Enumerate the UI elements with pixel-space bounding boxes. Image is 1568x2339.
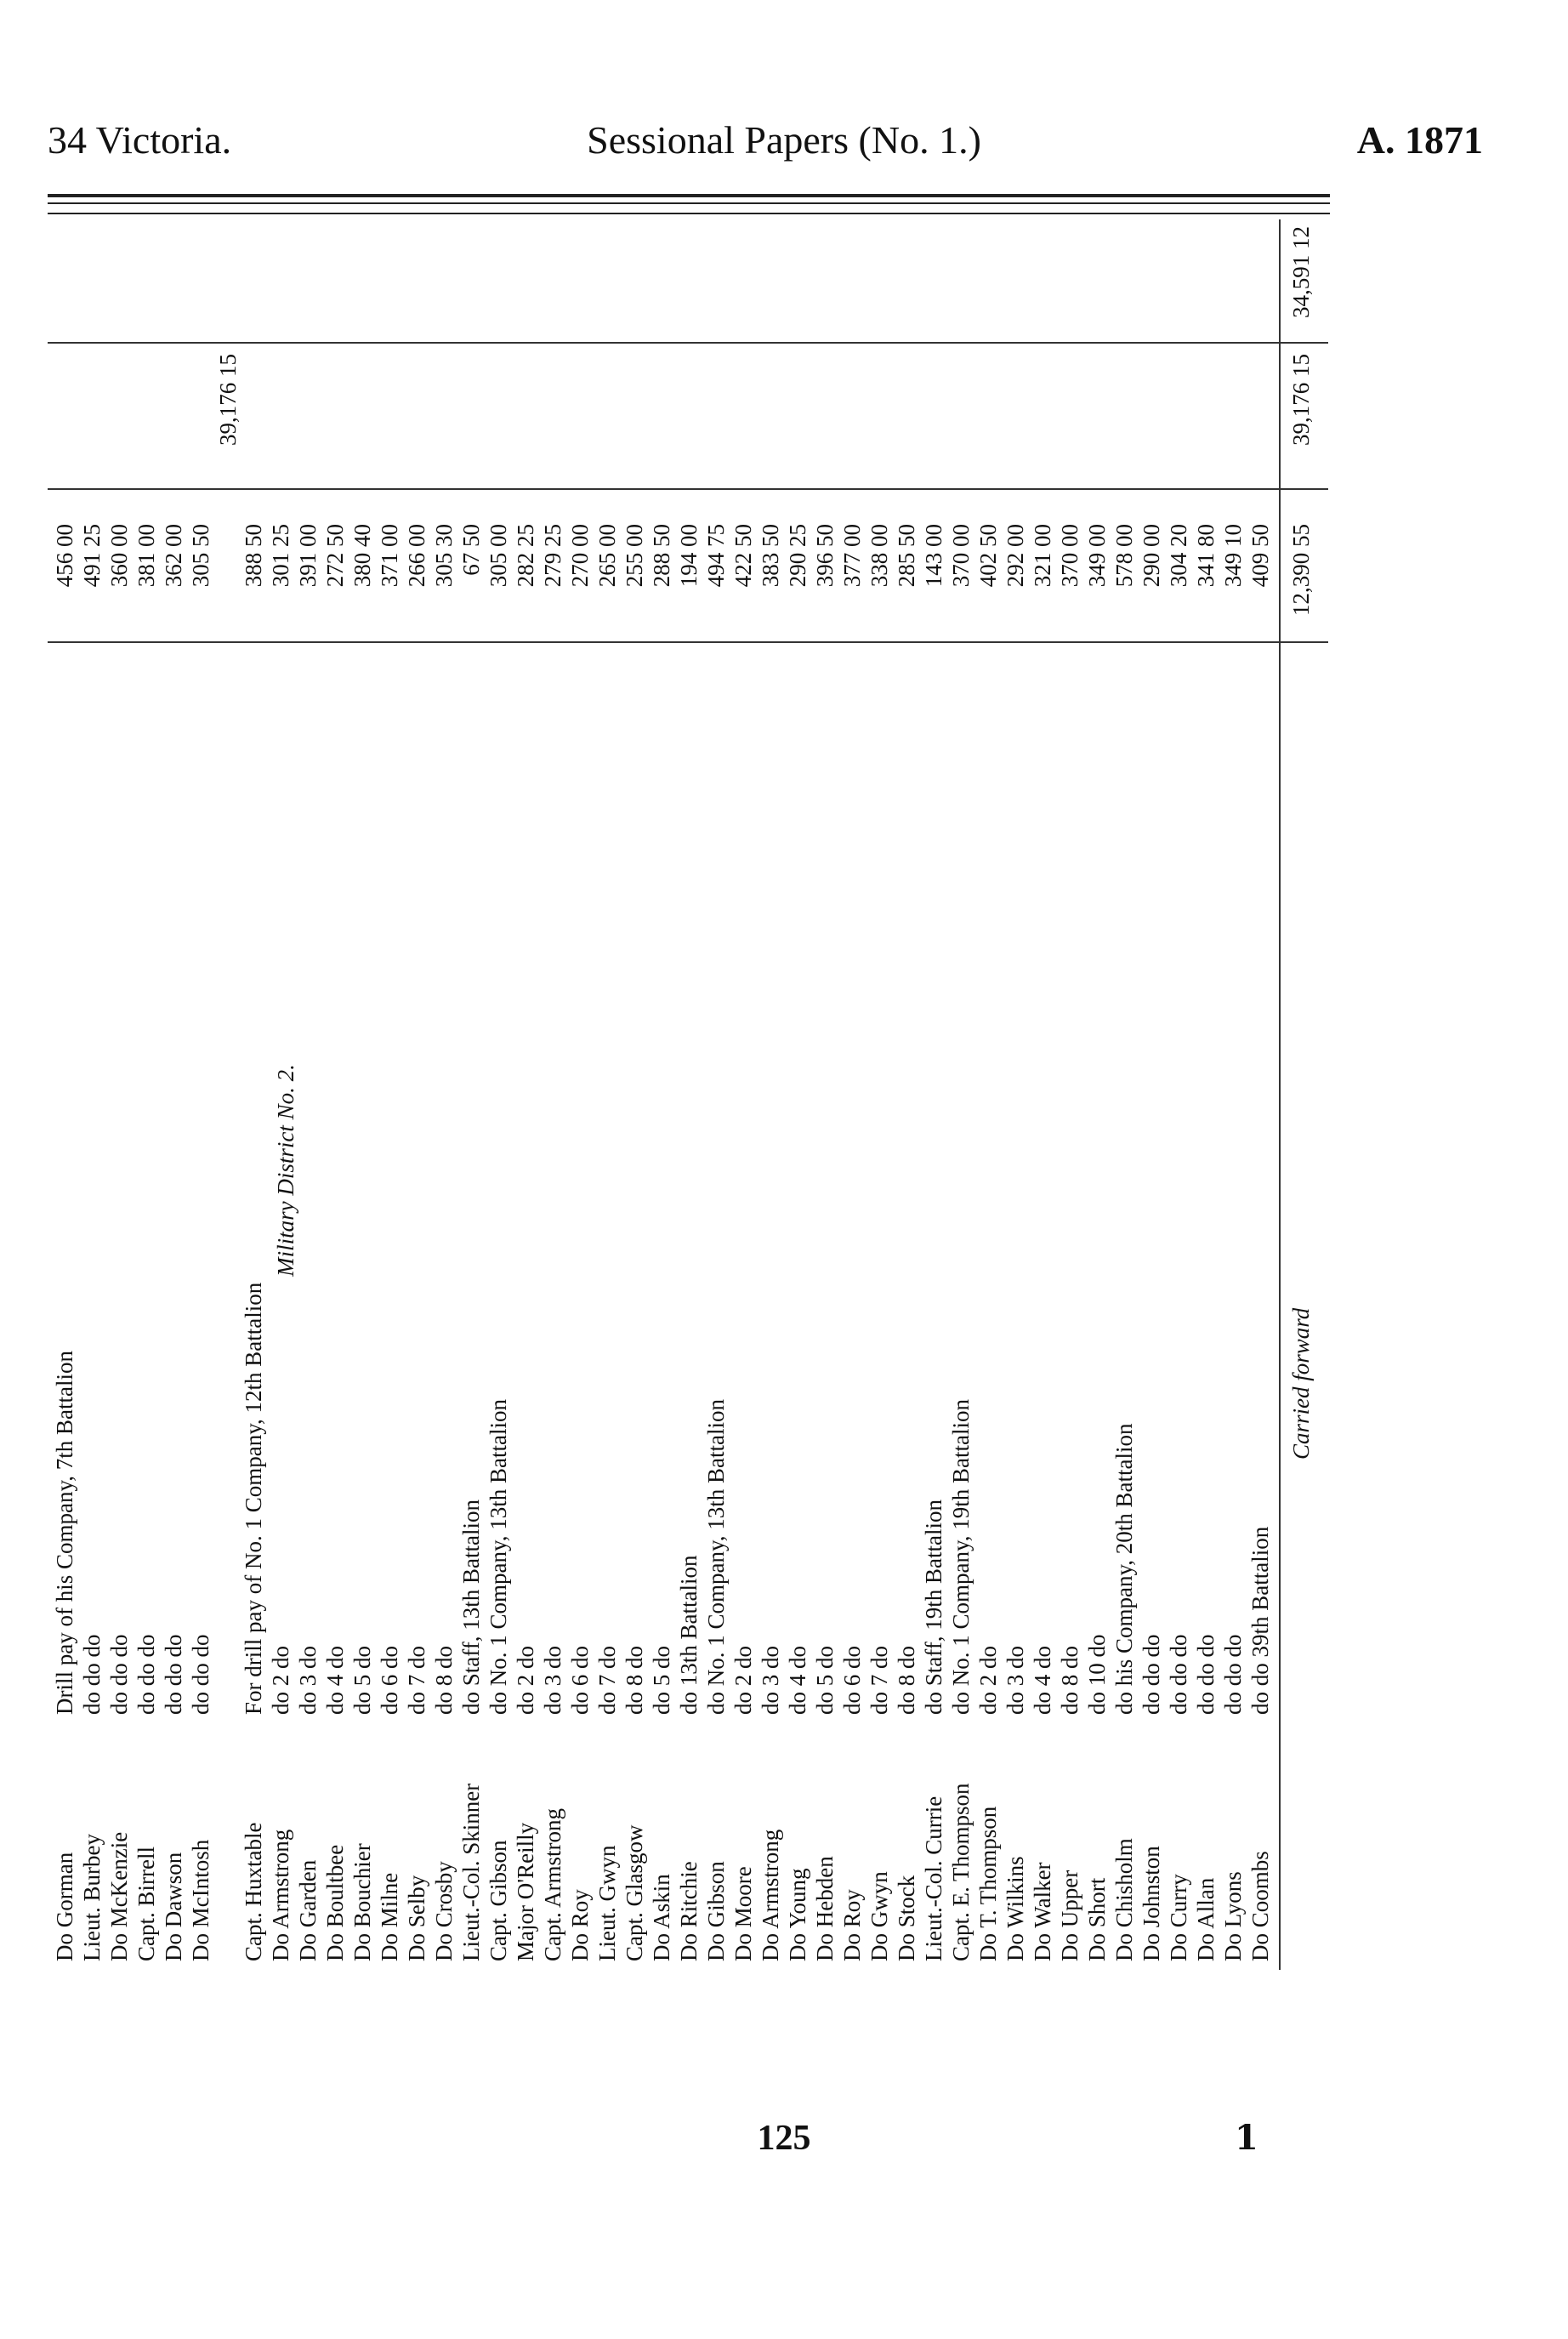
officer-name: Do Chisholm [1111, 1838, 1137, 1961]
pay-description: do 8 do [622, 1646, 647, 1715]
pay-description: do do do [1166, 1634, 1191, 1715]
pay-amount: 282 25 [513, 524, 538, 588]
pay-description: do Staff, 19th Battalion [921, 1500, 946, 1715]
officer-name: Do Bouchier [349, 1843, 375, 1961]
table-row [787, 219, 808, 1970]
drill-pay-table [48, 219, 1328, 1970]
table-row [948, 219, 974, 1970]
table-row [594, 219, 620, 1970]
pay-description: do 4 do [322, 1646, 348, 1715]
pay-description: For drill pay of No. 1 Company, 12th Battalion [241, 1282, 266, 1715]
table-row [54, 219, 75, 1970]
officer-name: Do Hebden [812, 1856, 838, 1961]
pay-description: do 8 do [1057, 1646, 1082, 1715]
officer-name: Do Askin [649, 1874, 674, 1961]
pay-description: do 5 do [649, 1646, 674, 1715]
pay-amount: 266 00 [404, 524, 429, 588]
pay-amount: 370 00 [1057, 524, 1082, 588]
pay-description: do Staff, 13th Battalion [458, 1500, 484, 1715]
table-row [1220, 219, 1246, 1970]
table-row [1168, 219, 1189, 1970]
pay-description: do 6 do [567, 1646, 593, 1715]
pay-amount: 143 00 [921, 524, 946, 588]
table-row [1193, 219, 1219, 1970]
pay-description: Drill pay of his Company, 7th Battalion [52, 1351, 77, 1715]
pay-amount: 360 00 [106, 524, 132, 588]
officer-name: Do Wilkins [1003, 1856, 1028, 1961]
officer-name: Do Short [1084, 1877, 1110, 1961]
officer-name: Do Ritchie [676, 1861, 702, 1961]
pay-description: do do do [79, 1634, 105, 1715]
pay-amount: 321 00 [1030, 524, 1055, 588]
officer-name: Do McKenzie [106, 1831, 132, 1961]
officer-name: Capt. Glasgow [622, 1824, 647, 1961]
pay-description: do 8 do [431, 1646, 457, 1715]
table-row [730, 219, 756, 1970]
totals-total: 34,591 12 [1288, 226, 1314, 318]
pay-description: do do do [1139, 1634, 1164, 1715]
pay-description: do No. 1 Company, 13th Battalion [486, 1399, 511, 1715]
table-row [270, 219, 291, 1970]
officer-name: Do Gibson [703, 1861, 729, 1961]
year-label: A. 1871 [1356, 118, 1483, 162]
pay-amount: 380 40 [349, 524, 375, 588]
pay-description: do 5 do [349, 1646, 375, 1715]
table-row [79, 219, 105, 1970]
officer-name: Do McIntosh [188, 1839, 213, 1961]
table-row [190, 219, 211, 1970]
table-row [676, 219, 702, 1970]
rotated-table-container [48, 219, 1328, 1970]
pay-amount: 381 00 [134, 524, 159, 588]
margin-mark: 1 [1235, 2118, 1258, 2158]
totals-amount: 12,390 55 [1288, 524, 1314, 616]
pay-description: do do do [106, 1634, 132, 1715]
officer-name: Capt. E. Thompson [948, 1783, 974, 1961]
pay-amount: 377 00 [839, 524, 865, 588]
pay-amount: 422 50 [730, 524, 756, 588]
district-heading: Military District No. 2. [273, 1064, 298, 1277]
officer-name: Do Selby [404, 1875, 429, 1961]
pay-description: do 3 do [1003, 1646, 1028, 1715]
pay-description: do his Company, 20th Battalion [1111, 1423, 1137, 1715]
pay-amount: 301 25 [268, 524, 293, 588]
pay-description: do No. 1 Company, 13th Battalion [703, 1399, 729, 1715]
table-row [134, 219, 159, 1970]
pay-amount: 265 00 [594, 524, 620, 588]
session-label: 34 Victoria. [48, 118, 232, 162]
officer-name: Capt. Huxtable [241, 1822, 266, 1961]
top-subtotal-row [215, 219, 241, 1970]
table-row [567, 219, 593, 1970]
officer-name: Do Armstrong [268, 1829, 293, 1961]
pay-amount: 67 50 [458, 524, 484, 576]
totals-rule [1279, 219, 1281, 1970]
officer-name: Do Young [785, 1868, 810, 1961]
officer-name: Do Crosby [431, 1861, 457, 1961]
table-row [866, 219, 892, 1970]
table-row [975, 219, 1001, 1970]
pay-description: do 8 do [894, 1646, 919, 1715]
pay-description: do 4 do [785, 1646, 810, 1715]
pay-amount: 409 50 [1247, 524, 1273, 588]
pay-amount: 341 80 [1193, 524, 1219, 588]
table-row [540, 219, 565, 1970]
pay-amount: 338 00 [866, 524, 892, 588]
officer-name: Do Boultbee [322, 1844, 348, 1961]
officer-name: Do Roy [839, 1889, 865, 1961]
pay-amount: 305 50 [188, 524, 213, 588]
pay-amount: 349 00 [1084, 524, 1110, 588]
table-row [703, 219, 729, 1970]
pay-amount: 456 00 [52, 524, 77, 588]
table-row [406, 219, 427, 1970]
table-row [1111, 219, 1137, 1970]
pay-amount: 305 00 [486, 524, 511, 588]
table-row [322, 219, 348, 1970]
officer-name: Do Allan [1193, 1877, 1219, 1961]
pay-description: do 3 do [295, 1646, 321, 1715]
top-subtotal: 39,176 15 [215, 354, 241, 446]
pay-description: do do do [134, 1634, 159, 1715]
officer-name: Lieut.-Col. Currie [921, 1796, 946, 1961]
officer-name: Lieut. Burbey [79, 1834, 105, 1961]
officer-name: Capt. Birrell [134, 1847, 159, 1961]
table-row [379, 219, 400, 1970]
pay-description: do 6 do [839, 1646, 865, 1715]
table-row [1057, 219, 1082, 1970]
table-row [458, 219, 484, 1970]
pay-description: do 7 do [866, 1646, 892, 1715]
officer-name: Do Gwyn [866, 1871, 892, 1961]
pay-amount: 491 25 [79, 524, 105, 588]
pay-description: do 7 do [404, 1646, 429, 1715]
pay-description: do do 39th Battalion [1247, 1526, 1273, 1715]
table-row [295, 219, 321, 1970]
pay-description: do 5 do [812, 1646, 838, 1715]
table-row [896, 219, 917, 1970]
page-number: 125 [757, 2119, 811, 2158]
officer-name: Do T. Thompson [975, 1806, 1001, 1961]
officer-name: Do Dawson [161, 1852, 186, 1961]
pay-amount: 285 50 [894, 524, 919, 588]
table-row [486, 219, 511, 1970]
officer-name: Do Garden [295, 1859, 321, 1961]
officer-name: Do Stock [894, 1875, 919, 1961]
pay-amount: 255 00 [622, 524, 647, 588]
table-row [431, 219, 457, 1970]
officer-name: Capt. Gibson [486, 1840, 511, 1961]
pay-description: do 2 do [975, 1646, 1001, 1715]
pay-description: do 3 do [540, 1646, 565, 1715]
officer-name: Do Armstrong [758, 1829, 783, 1961]
pay-description: do 13th Battalion [676, 1555, 702, 1715]
table-row [515, 219, 536, 1970]
officer-name: Lieut.-Col. Skinner [458, 1783, 484, 1961]
pay-amount: 349 10 [1220, 524, 1246, 588]
pay-description: do 3 do [758, 1646, 783, 1715]
officer-name: Do Milne [377, 1872, 402, 1961]
pay-amount: 578 00 [1111, 524, 1137, 588]
table-row [812, 219, 838, 1970]
officer-name: Do Johnston [1139, 1846, 1164, 1961]
document-title: Sessional Papers (No. 1.) [587, 118, 981, 162]
table-row [624, 219, 645, 1970]
officer-name: Major O'Reilly [513, 1822, 538, 1961]
table-row [839, 219, 865, 1970]
carried-forward-label: Carried forward [1288, 1307, 1314, 1460]
totals-row [1288, 219, 1314, 1970]
table-row [1003, 219, 1028, 1970]
table-row [243, 219, 264, 1970]
officer-name: Do Coombs [1247, 1851, 1273, 1961]
pay-amount: 494 75 [703, 524, 729, 588]
pay-amount: 194 00 [676, 524, 702, 588]
pay-description: do do do [161, 1634, 186, 1715]
pay-amount: 305 30 [431, 524, 457, 588]
officer-name: Do Upper [1057, 1869, 1082, 1961]
pay-amount: 279 25 [540, 524, 565, 588]
table-row [349, 219, 375, 1970]
table-row [1084, 219, 1110, 1970]
pay-description: do do do [188, 1634, 213, 1715]
pay-amount: 288 50 [649, 524, 674, 588]
table-row [1032, 219, 1053, 1970]
pay-description: do 2 do [513, 1646, 538, 1715]
pay-amount: 383 50 [758, 524, 783, 588]
officer-name: Do Lyons [1220, 1871, 1246, 1961]
pay-description: do 2 do [268, 1646, 293, 1715]
pay-description: do No. 1 Company, 19th Battalion [948, 1399, 974, 1715]
pay-description: do 10 do [1084, 1634, 1110, 1715]
pay-amount: 370 00 [948, 524, 974, 588]
officer-name: Do Moore [730, 1866, 756, 1961]
pay-amount: 388 50 [241, 524, 266, 588]
officer-name: Do Roy [567, 1889, 593, 1961]
header-rule-thin-2 [48, 213, 1330, 214]
officer-name: Capt. Armstrong [540, 1808, 565, 1961]
header-rule-thin [48, 202, 1330, 204]
table-row [1141, 219, 1162, 1970]
officer-name: Do Curry [1166, 1874, 1191, 1961]
pay-description: do do do [1193, 1634, 1219, 1715]
pay-amount: 362 00 [161, 524, 186, 588]
officer-name: Lieut. Gwyn [594, 1845, 620, 1961]
totals-subtotal: 39,176 15 [1288, 354, 1314, 446]
table-row [163, 219, 184, 1970]
header-rule-thick [48, 194, 1330, 197]
pay-amount: 290 00 [1139, 524, 1164, 588]
pay-description: do do do [1220, 1634, 1246, 1715]
pay-description: do 6 do [377, 1646, 402, 1715]
pay-amount: 396 50 [812, 524, 838, 588]
pay-amount: 272 50 [322, 524, 348, 588]
table-row [923, 219, 944, 1970]
table-row [106, 219, 132, 1970]
table-row [1247, 219, 1273, 1970]
pay-amount: 292 00 [1003, 524, 1028, 588]
table-row [651, 219, 672, 1970]
officer-name: Do Walker [1030, 1862, 1055, 1961]
pay-amount: 371 00 [377, 524, 402, 588]
officer-name: Do Gorman [52, 1852, 77, 1961]
pay-amount: 290 25 [785, 524, 810, 588]
pay-amount: 402 50 [975, 524, 1001, 588]
pay-description: do 4 do [1030, 1646, 1055, 1715]
pay-amount: 304 20 [1166, 524, 1191, 588]
table-row [760, 219, 781, 1970]
pay-amount: 391 00 [295, 524, 321, 588]
pay-amount: 270 00 [567, 524, 593, 588]
pay-description: do 2 do [730, 1646, 756, 1715]
pay-description: do 7 do [594, 1646, 620, 1715]
